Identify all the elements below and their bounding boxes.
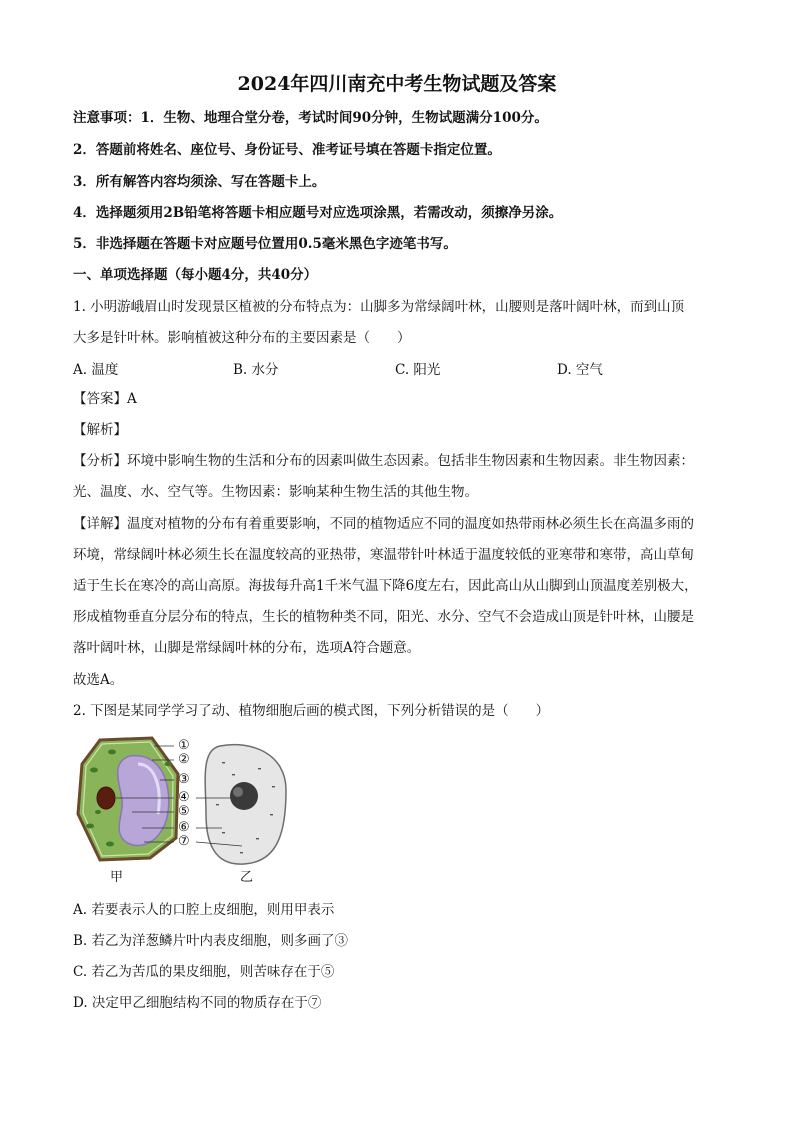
q1-stem-line2: 大多是针叶林。影响植被这种分布的主要因素是（ ） [73,330,411,346]
plant-nucleus [97,787,115,809]
q2-option-a: A. 若要表示人的口腔上皮细胞，则用甲表示 [73,902,335,918]
q2-option-c: C. 若乙为苦瓜的果皮细胞，则苦味存在于⑤ [73,964,335,980]
note-1: 注意事项：1．生物、地理合堂分卷，考试时间90分钟，生物试题满分100分。 [73,110,548,126]
note-3: 3．所有解答内容均须涂、写在答题卡上。 [73,174,326,190]
figure-caption-left: 甲 [110,870,124,885]
chloroplast [86,824,94,829]
chloroplast [95,810,101,814]
q2-option-b: B. 若乙为洋葱鳞片叶内表皮细胞，则多画了③ [73,933,349,949]
chloroplast [108,750,116,755]
q1-fenxi-line1: 【分析】环境中影响生物的生活和分布的因素叫做生态因素。包括非生物因素和生物因素。非生物因素： [73,453,694,469]
q1-option-c: C. 阳光 [395,362,441,378]
figure-label-6: ⑥ [178,820,190,835]
q1-option-a: A. 温度 [73,362,119,378]
q1-detail-line2: 环境，常绿阔叶林必须生长在温度较高的亚热带，寒温带针叶林适于温度较低的亚寒带和寒带，高山草甸 [73,547,694,563]
chloroplast [90,768,98,773]
animal-nucleus [230,782,258,810]
q1-fenxi-line2: 光、温度、水、空气等。生物因素：影响某种生物生活的其他生物。 [73,484,478,500]
figure-label-5: ⑤ [178,804,190,819]
q1-detail-line4: 形成植物垂直分层分布的特点，生长的植物种类不同，阳光、水分、空气不会造成山顶是针叶林，山腰是 [73,609,694,625]
cell-diagram [72,734,302,884]
note-5: 5．非选择题在答题卡对应题号位置用0.5毫米黑色字迹笔书写。 [73,236,457,252]
figure-caption-right: 乙 [240,870,254,885]
q1-detail-line1: 【详解】温度对植物的分布有着重要影响，不同的植物适应不同的温度如热带雨林必须生长在高温多雨的 [73,516,694,532]
chloroplast [165,762,172,766]
note-4: 4．选择题须用2B铅笔将答题卡相应题号对应选项涂黑，若需改动，须擦净另涂。 [73,205,563,221]
figure-label-3: ③ [178,772,190,787]
section-heading: 一、单项选择题（每小题4分，共40分） [73,267,318,283]
q1-option-d: D. 空气 [557,362,603,378]
figure-label-4: ④ [178,790,190,805]
q1-detail-line5: 落叶阔叶林，山脚是常绿阔叶林的分布，选项A符合题意。 [73,640,421,656]
page-title: 2024年四川南充中考生物试题及答案 [237,73,557,95]
q2-option-d: D. 决定甲乙细胞结构不同的物质存在于⑦ [73,995,322,1011]
q2-stem: 2. 下图是某同学学习了动、植物细胞后画的模式图，下列分析错误的是（ ） [73,703,550,719]
q1-option-b: B. 水分 [233,362,279,378]
chloroplast [106,842,114,847]
figure-label-2: ② [178,752,190,767]
note-2: 2．答题前将姓名、座位号、身份证号、准考证号填在答题卡指定位置。 [73,142,501,158]
figure-label-7: ⑦ [178,834,190,849]
q1-detail-line3: 适于生长在寒冷的高山高原。海拔每升高1千米气温下降6度左右，因此高山从山脚到山顶温度差别极大， [73,578,698,594]
q1-answer: 【答案】A [73,391,137,407]
figure-label-1: ① [178,738,190,753]
q1-analysis-heading: 【解析】 [73,422,127,438]
q1-stem-line1: 1. 小明游峨眉山时发现景区植被的分布特点为：山脚多为常绿阔叶林，山腰则是落叶阔叶林，而到山顶 [73,299,685,315]
plant-vacuole [118,756,169,846]
q1-conclusion: 故选A。 [73,672,124,688]
animal-nucleus-highlight [233,787,243,797]
q1-options [73,358,723,378]
